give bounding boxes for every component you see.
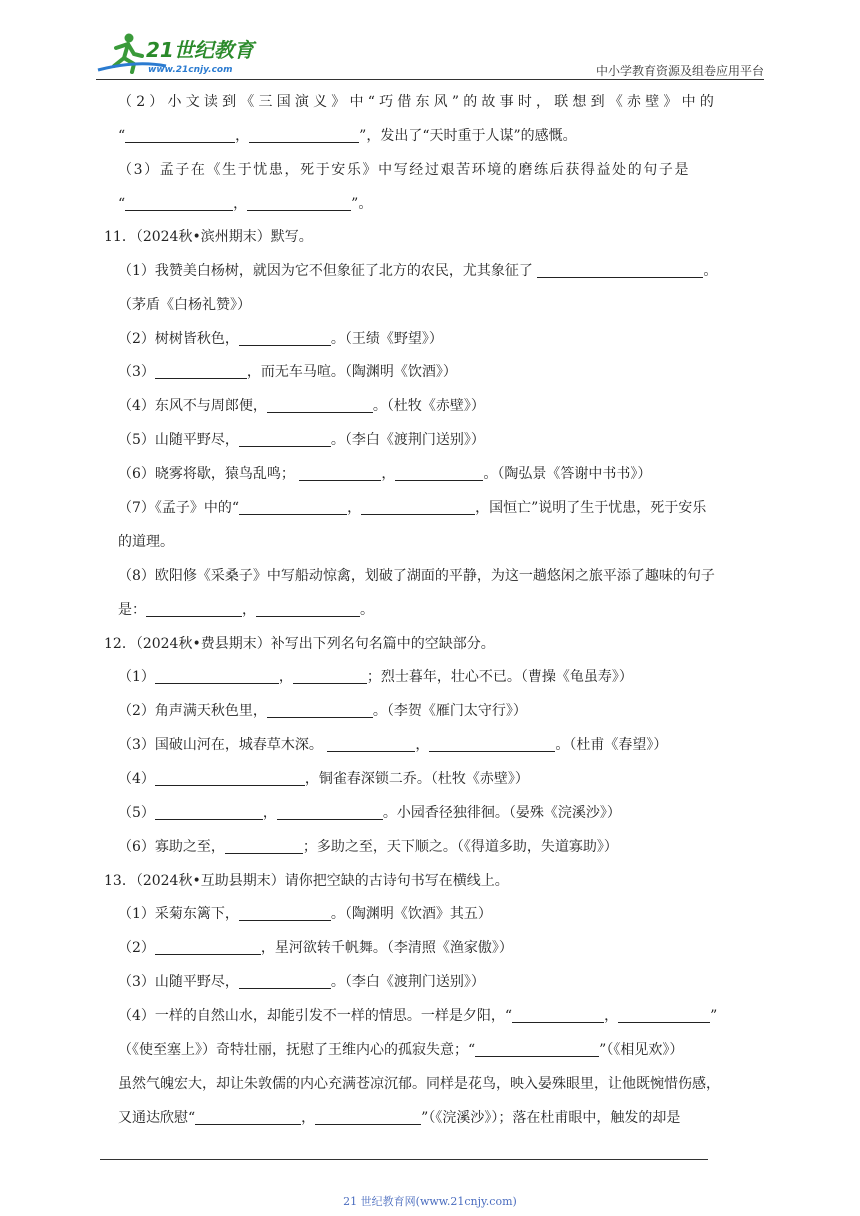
- answer-blank[interactable]: [395, 466, 483, 481]
- line-text: 。小园香径独徘徊。（晏殊《浣溪沙》）: [382, 805, 621, 821]
- line-text: （2）树树皆秋色，: [118, 331, 239, 347]
- text-line: [104, 634, 495, 654]
- answer-blank[interactable]: [512, 1008, 604, 1023]
- text-line: [118, 498, 706, 518]
- line-text: ，而无车马喧。（陶渊明《饮酒》）: [246, 364, 457, 380]
- text-line: [118, 938, 513, 958]
- line-text: ，: [381, 466, 396, 482]
- line-text: （6）晓雾将歇，猿鸟乱鸣；: [118, 466, 300, 482]
- answer-blank[interactable]: [256, 602, 360, 617]
- text-line: [118, 1040, 683, 1060]
- line-text: ；烈士暮年，壮心不已。（曹操《龟虽寿》）: [366, 669, 633, 685]
- text-line: [118, 566, 715, 586]
- answer-blank[interactable]: [277, 805, 383, 820]
- line-text: ，: [347, 500, 362, 516]
- line-text: 13．（2024秋•互助县期末）请你把空缺的古诗句书写在横线上。: [104, 873, 509, 889]
- line-text: 11．（2024秋•滨州期末）默写。: [104, 229, 313, 245]
- text-line: [104, 871, 509, 891]
- line-text: （1）: [118, 669, 155, 685]
- line-text: ，国恒亡”说明了生于忧患，死于安乐: [475, 500, 707, 516]
- text-line: [118, 261, 717, 281]
- answer-blank[interactable]: [537, 263, 703, 278]
- line-text: ，: [262, 805, 277, 821]
- line-text: （5）山随平野尽，: [118, 432, 239, 448]
- text-line: [118, 600, 374, 620]
- line-text: （3）国破山河在，城春草木深。: [118, 737, 328, 753]
- text-line: [118, 769, 529, 789]
- line-text: （3）山随平野尽，: [118, 974, 239, 990]
- answer-blank[interactable]: [429, 737, 555, 752]
- line-text: 是：: [118, 602, 146, 618]
- text-line: [118, 1108, 680, 1128]
- line-text: “: [118, 196, 126, 212]
- text-line: [118, 972, 485, 992]
- line-text: （4）一样的自然山水，却能引发不一样的情思。一样是夕阳，“: [118, 1008, 513, 1024]
- line-text: 。（陶弘景《答谢中书书》）: [483, 466, 652, 482]
- line-text: 。（李白《渡荆门送别》）: [330, 974, 485, 990]
- line-text: ，: [233, 196, 248, 212]
- platform-name: 中小学教育资源及组卷应用平台: [595, 64, 764, 78]
- line-text: （6）寡助之至，: [118, 839, 225, 855]
- text-line: [118, 126, 577, 146]
- logo-main-text: 21世纪教育: [146, 38, 254, 62]
- text-line: [104, 227, 313, 247]
- line-text: ，: [278, 669, 293, 685]
- line-text: ，星河欲转千帆舞。（李清照《渔家傲》）: [260, 940, 513, 956]
- line-text: （茅盾《白杨礼赞》）: [118, 297, 251, 313]
- line-text: （5）: [118, 805, 155, 821]
- text-line: [118, 904, 492, 924]
- line-text: 。: [360, 602, 374, 618]
- line-text: （2）: [118, 940, 155, 956]
- site-logo: [96, 30, 266, 76]
- text-line: [118, 1006, 717, 1026]
- answer-blank[interactable]: [225, 839, 303, 854]
- answer-blank[interactable]: [293, 669, 367, 684]
- line-text: ，: [415, 737, 430, 753]
- answer-blank[interactable]: [125, 128, 235, 143]
- line-text: 。（陶渊明《饮酒》其五）: [330, 906, 492, 922]
- answer-blank[interactable]: [146, 602, 242, 617]
- text-line: [118, 701, 527, 721]
- line-text: （1）采菊东篱下，: [118, 906, 239, 922]
- line-text: （2）角声满天秋色里，: [118, 703, 267, 719]
- line-text: 。（杜牧《赤壁》）: [372, 398, 485, 414]
- line-text: （《使至塞上》）奇特壮丽，抚慰了王维内心的孤寂失意；“: [118, 1042, 476, 1058]
- line-text: ，: [235, 128, 250, 144]
- line-text: ；多助之至，天下顺之。（《得道多助，失道寡助》）: [302, 839, 618, 855]
- text-line: [118, 837, 618, 857]
- text-line: [118, 735, 667, 755]
- line-text: （1）我赞美白杨树，就因为它不但象征了北方的农民，尤其象征了: [118, 263, 538, 279]
- line-text: （4）东风不与周郎便，: [118, 398, 267, 414]
- answer-blank[interactable]: [155, 805, 263, 820]
- text-line: [118, 464, 651, 484]
- answer-blank[interactable]: [239, 331, 331, 346]
- line-text: ”（《浣溪沙》）；落在杜甫眼中，触发的却是: [421, 1110, 681, 1126]
- answer-blank[interactable]: [239, 974, 331, 989]
- text-line: [118, 430, 485, 450]
- line-text: ，: [242, 602, 256, 618]
- text-line: [118, 396, 485, 416]
- line-text: 的道理。: [118, 534, 174, 550]
- answer-blank[interactable]: [239, 906, 331, 921]
- footer-rule: [100, 1159, 708, 1160]
- text-line: [118, 532, 174, 552]
- answer-blank[interactable]: [267, 703, 373, 718]
- text-line: [118, 92, 718, 112]
- answer-blank[interactable]: [125, 196, 233, 211]
- line-text: （3）孟子在《生于忧患，死于安乐》中写经过艰苦环境的磨练后获得益处的句子是: [118, 162, 691, 178]
- answer-blank[interactable]: [267, 398, 373, 413]
- line-text: ，铜雀春深锁二乔。（杜牧《赤壁》）: [304, 771, 529, 787]
- answer-blank[interactable]: [155, 771, 305, 786]
- answer-blank[interactable]: [249, 128, 359, 143]
- answer-blank[interactable]: [475, 1042, 599, 1057]
- line-text: （8）欧阳修《采桑子》中写船动惊禽，划破了湖面的平静，为这一趟悠闲之旅平添了趣味的句子: [118, 568, 715, 584]
- line-text: ”。: [351, 196, 373, 212]
- line-text: （7）《孟子》中的“: [118, 500, 240, 516]
- text-line: [118, 1074, 720, 1094]
- text-line: [118, 667, 633, 687]
- logo-sub-text: www.21cnjy.com: [148, 65, 233, 75]
- answer-blank[interactable]: [361, 500, 475, 515]
- line-text: （4）: [118, 771, 155, 787]
- line-text: 又通达欣慰“: [118, 1110, 196, 1126]
- line-text: 。: [703, 263, 718, 279]
- line-text: 。（李白《渡荆门送别》）: [330, 432, 485, 448]
- line-text: ”，发出了“天时重于人谋”的感慨。: [359, 128, 577, 144]
- answer-blank[interactable]: [195, 1110, 301, 1125]
- answer-blank[interactable]: [239, 432, 331, 447]
- text-line: [118, 803, 621, 823]
- footer-text: 21 世纪教育网(www.21cnjy.com): [343, 1195, 517, 1208]
- answer-blank[interactable]: [247, 196, 351, 211]
- line-text: ，: [301, 1110, 316, 1126]
- answer-blank[interactable]: [155, 364, 247, 379]
- answer-blank[interactable]: [618, 1008, 710, 1023]
- text-line: [118, 362, 457, 382]
- line-text: ”: [710, 1008, 718, 1024]
- line-text: ，: [604, 1008, 619, 1024]
- line-text: ”（《相见欢》）: [599, 1042, 684, 1058]
- answer-blank[interactable]: [315, 1110, 421, 1125]
- line-text: 。（王绩《野望》）: [330, 331, 443, 347]
- line-text: （2）小文读到《三国演义》中“巧借东风”的故事时，联想到《赤壁》中的: [118, 94, 719, 110]
- answer-blank[interactable]: [327, 737, 415, 752]
- answer-blank[interactable]: [155, 940, 261, 955]
- text-line: [118, 295, 251, 315]
- line-text: 12．（2024秋•费县期末）补写出下列名句名篇中的空缺部分。: [104, 636, 495, 652]
- line-text: “: [118, 128, 126, 144]
- answer-blank[interactable]: [299, 466, 381, 481]
- answer-blank[interactable]: [239, 500, 347, 515]
- line-text: （3）: [118, 364, 155, 380]
- text-line: [118, 160, 690, 180]
- text-line: [118, 194, 372, 214]
- page-header: [96, 30, 764, 80]
- line-text: 。（杜甫《春望》）: [555, 737, 668, 753]
- answer-blank[interactable]: [155, 669, 279, 684]
- line-text: 。（李贺《雁门太守行》）: [372, 703, 527, 719]
- text-line: [118, 329, 443, 349]
- header-rule: [96, 79, 764, 80]
- line-text: 虽然气魄宏大，却让朱敦儒的内心充满苍凉沉郁。同样是花鸟，映入晏殊眼里，让他既惋惜伤感，: [118, 1076, 720, 1092]
